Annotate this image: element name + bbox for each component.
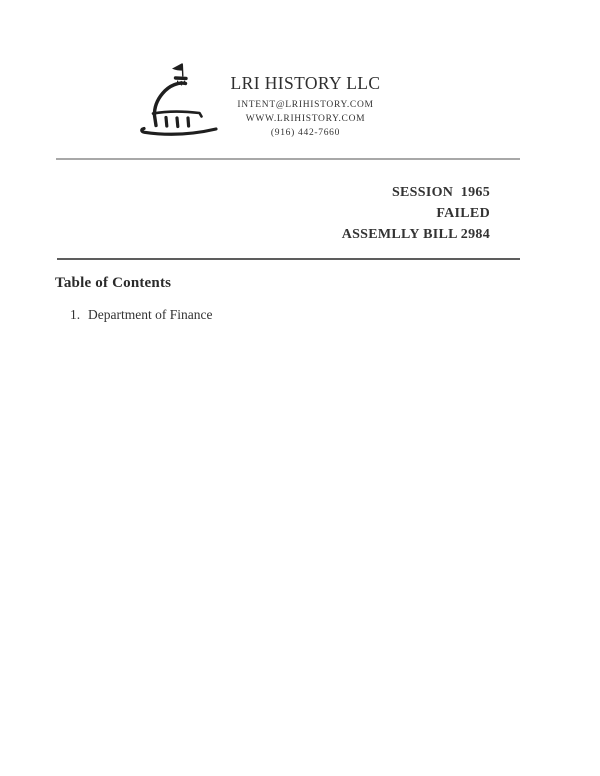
contact-phone: (916) 442-7660	[270, 128, 341, 138]
contact-website: WWW.LRIHISTORY.COM	[245, 114, 366, 124]
contact-email: INTENT@LRIHISTORY.COM	[237, 100, 374, 110]
status-line: FAILED	[436, 206, 490, 221]
section-divider	[57, 258, 520, 260]
letterhead	[203, 73, 408, 140]
session-block	[342, 182, 490, 245]
bill-line: ASSEMLLY BILL 2984	[341, 227, 490, 242]
session-line: SESSION 1965	[391, 185, 490, 200]
header-divider	[56, 158, 520, 160]
toc-item-label: Department of Finance	[88, 307, 213, 322]
toc-item-number: 1.	[70, 307, 81, 322]
toc-title: Table of Contents	[55, 275, 172, 291]
contact-block	[203, 98, 408, 140]
company-name: LRI HISTORY LLC	[230, 73, 381, 93]
toc-item	[70, 307, 212, 323]
